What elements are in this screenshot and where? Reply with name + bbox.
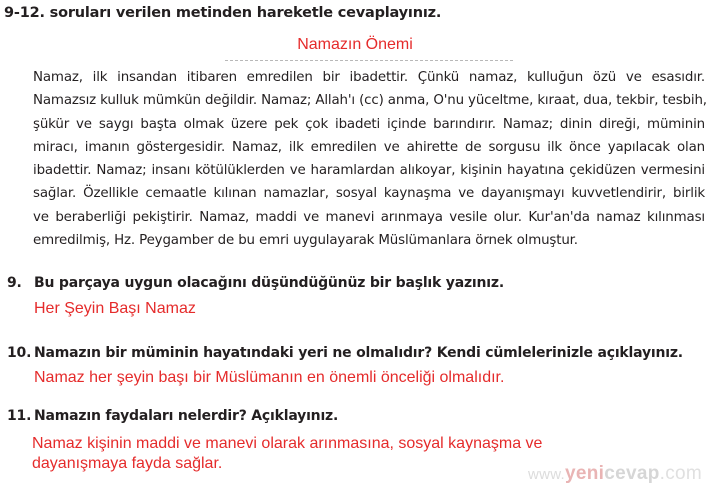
passage-line: Namazsız kulluk mümkün değildir. Namaz; Allah'ı (cc) anma, O'nu yüceltme, kıraat, dua, tekbir, tesbih, xyxy=(33,93,707,109)
answer-line: Namaz kişinin maddi ve manevi olarak arınmasına, sosyal kaynaşma ve xyxy=(32,435,543,452)
question-number: 11. xyxy=(7,408,32,424)
passage-line: ve beraberliği pekiştirir. Namaz, maddi ve manevi arınmaya vesile olur. Kur'an'da namaz kılınması xyxy=(33,209,705,225)
passage-line: ibadettir. Namaz; insanı kötülüklerden ve haramlardan alıkoyar, kişinin hayatına çekidüzen vermesini xyxy=(33,163,705,179)
title-underline xyxy=(225,60,513,61)
answer-9: Her Şeyin Başı Namaz xyxy=(34,300,196,317)
answer-11 xyxy=(32,434,542,474)
watermark-suffix: .com xyxy=(659,463,702,484)
passage-line: Namaz, ilk insandan itibaren emredilen bir ibadettir. Çünkü namaz, kulluğun özü ve esasıdır. xyxy=(33,70,705,85)
question-text: Namazın faydaları nelerdir? Açıklayınız. xyxy=(34,408,339,424)
question-number: 9. xyxy=(7,275,22,291)
question-number: 10. xyxy=(7,345,32,361)
instructions-heading: 9-12. soruları verilen metinden hareketle cevaplayınız. xyxy=(4,5,442,21)
question-10 xyxy=(7,345,683,361)
question-text: Bu parçaya uygun olacağını düşündüğünüz bir başlık yazınız. xyxy=(34,275,504,291)
watermark-brand-b: cevap xyxy=(604,463,660,484)
reading-passage xyxy=(33,66,705,252)
site-watermark xyxy=(528,463,702,485)
question-11 xyxy=(7,408,338,424)
passage-line: miracı, imanın göstergesidir. Namaz, ilk emredilen ve ahirette de sorgusu ilk önce yapılacak olan xyxy=(33,139,705,155)
question-text: Namazın bir müminin hayatındaki yeri ne olmalıdır? Kendi cümlelerinizle açıklayınız. xyxy=(34,345,683,361)
answer-line: dayanışmaya fayda sağlar. xyxy=(32,455,223,472)
passage-line: sağlar. Özellikle cemaatle kılınan namazlar, sosyal kaynaşma ve dayanışmayı kuvvetlendirir, birlik xyxy=(33,186,705,202)
answer-10: Namaz her şeyin başı bir Müslümanın en önemli önceliği olmalıdır. xyxy=(34,369,505,386)
watermark-brand-a: yeni xyxy=(565,463,605,484)
watermark-prefix: www. xyxy=(527,466,566,483)
passage-title: Namazın Önemi xyxy=(297,36,413,53)
passage-line: şükür ve saygı başta olmak üzere pek çok ibadeti içinde barındırır. Namaz; dinin direği, müminin xyxy=(33,116,705,132)
passage-line: emredilmiş, Hz. Peygamber de bu emri uygulayarak Müslümanlara örnek olmuştur. xyxy=(33,233,578,249)
question-9 xyxy=(7,275,504,291)
